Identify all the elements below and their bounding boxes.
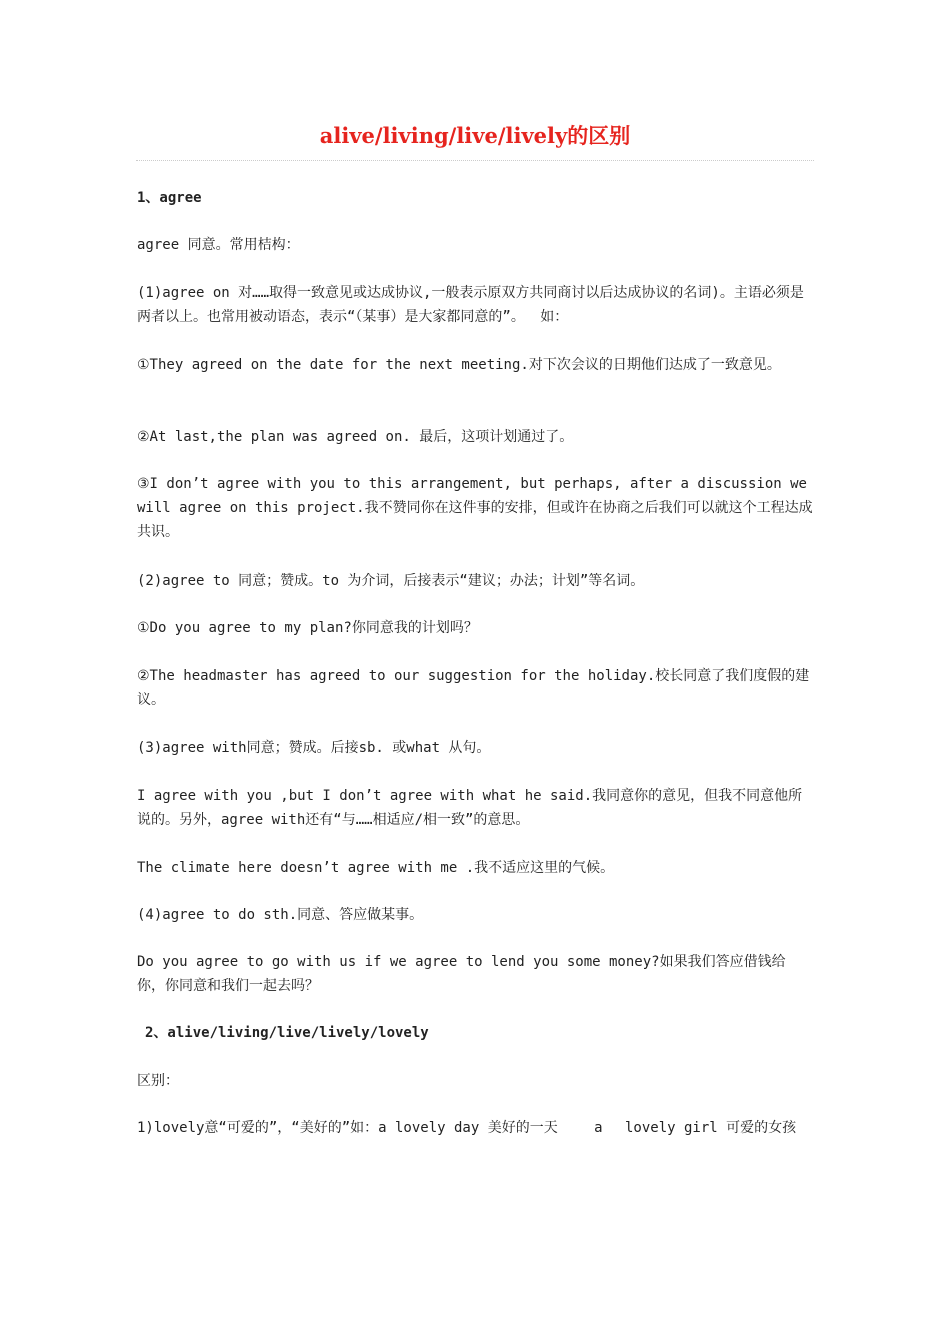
paragraph: (4)agree to do sth.同意、答应做某事。	[137, 907, 424, 923]
example-sentence: The climate here doesn’t agree with me .我不适应这里的气候。	[137, 860, 615, 876]
example-sentence: ③I don’t agree with you to this arrangement, but perhaps, after a discussion we will agree on this project.我不赞同你在这件事的安排，但或许在协商之后我们可以就这个工程达成共识。	[137, 476, 813, 540]
paragraph: (3)agree with同意；赞成。后接sb. 或what 从句。	[137, 740, 491, 756]
example-sentence: ②At last,the plan was agreed on. 最后，这项计划通过了。	[137, 429, 574, 445]
paragraph: (1)agree on 对……取得一致意见或达成协议,一般表示原双方共同商讨以后达成协议的名词)。主语必须是两者以上。也常用被动语态，表示“（某事）是大家都同意的”。 如：	[137, 285, 804, 325]
section-heading-agree: 1、agree	[137, 190, 202, 206]
paragraph: agree 同意。常用桔构：	[137, 237, 300, 253]
title-divider	[136, 160, 814, 161]
example-sentence: Do you agree to go with us if we agree to lend you some money?如果我们答应借钱给你，你同意和我们一起去吗？	[137, 954, 786, 994]
example-sentence: ①Do you agree to my plan?你同意我的计划吗？	[137, 620, 478, 636]
example-sentence: ②The headmaster has agreed to our suggestion for the holiday.校长同意了我们度假的建议。	[137, 668, 810, 708]
paragraph: 区别：	[137, 1073, 179, 1089]
paragraph: (2)agree to 同意；赞成。to 为介词，后接表示“建议；办法；计划”等名词。	[137, 573, 645, 589]
section-heading-alive: 2、alive/living/live/lively/lovely	[145, 1025, 429, 1041]
paragraph: 1)lovely意“可爱的”，“美好的”如：a lovely day 美好的一天 a lovely girl 可爱的女孩	[137, 1120, 797, 1136]
example-sentence: I agree with you ,but I don’t agree with what he said.我同意你的意见，但我不同意他所说的。另外，agree with还有“与……相适应/相一致”的意思。	[137, 788, 803, 828]
page-title: alive/living/live/lively的区别	[319, 123, 631, 148]
example-sentence: ①They agreed on the date for the next meeting.对下次会议的日期他们达成了一致意见。	[137, 357, 781, 373]
